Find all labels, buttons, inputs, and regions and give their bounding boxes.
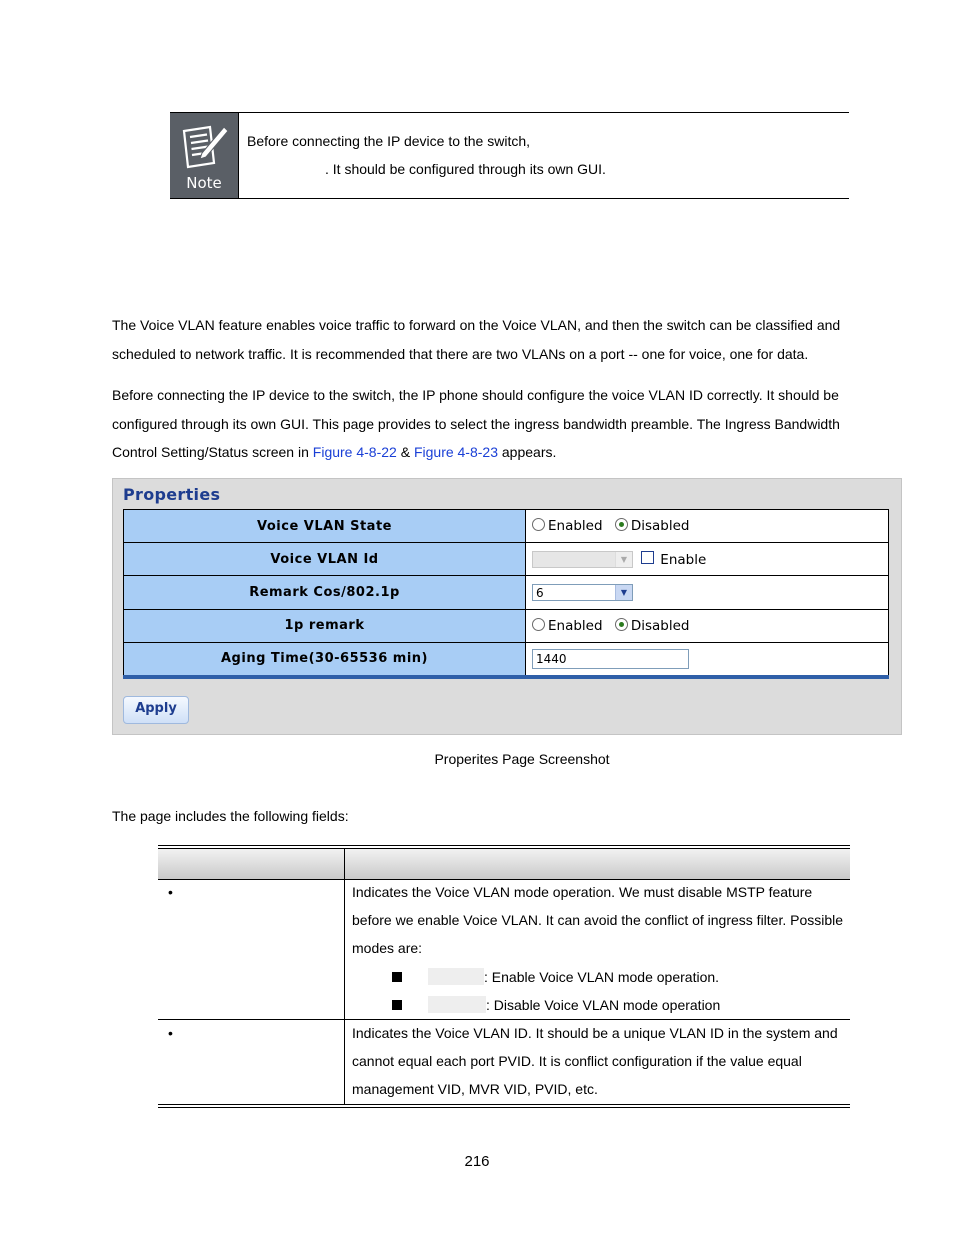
chevron-down-icon: ▼: [615, 585, 632, 600]
value-1p-remark: [526, 609, 889, 642]
note-label: Note: [186, 174, 222, 192]
ampersand: &: [396, 444, 414, 460]
field-1-description: Indicates the Voice VLAN mode operation. We must disable MSTP feature before we enable Voice VLAN. It can avoid the conflict of ingress filter. Possible modes are:: [352, 884, 844, 956]
option-label: Disabled: [630, 518, 690, 535]
note-pencil-icon: [180, 123, 230, 171]
field-1-option-enabled: [392, 968, 719, 985]
fields-table-bottom-rule-2: [158, 1107, 850, 1108]
square-bullet-icon: [392, 972, 402, 982]
properties-table: [123, 509, 889, 679]
value-remark-cos: [526, 576, 889, 609]
option-description: : Enable Voice VLAN mode operation.: [484, 969, 720, 985]
note-icon: [170, 113, 239, 198]
note-line-2: . It should be configured through its own GUI.: [325, 161, 606, 177]
voice-vlan-state-disabled-option[interactable]: [615, 518, 690, 534]
figure-link-2[interactable]: Figure 4-8-23: [413, 444, 498, 460]
fields-table-bottom-rule-1: [158, 1104, 850, 1105]
apply-button[interactable]: Apply: [123, 696, 189, 724]
value-aging-time: [526, 642, 889, 677]
label-aging-time: Aging Time(30-65536 min): [124, 642, 526, 677]
radio-icon[interactable]: [532, 618, 545, 631]
field-1-option-disabled: [392, 996, 720, 1013]
option-description: : Disable Voice VLAN mode operation: [486, 997, 721, 1013]
square-bullet-icon: [392, 1000, 402, 1010]
fields-table-column-divider: [344, 848, 345, 1104]
label-1p-remark: 1p remark: [124, 609, 526, 642]
label-remark-cos: Remark Cos/802.1p: [124, 576, 526, 609]
row-voice-vlan-state: [124, 510, 889, 543]
voice-vlan-state-enabled-option[interactable]: [532, 518, 603, 534]
figure-link-1[interactable]: Figure 4-8-22: [312, 444, 397, 460]
field-2-description: Indicates the Voice VLAN ID. It should be a unique VLAN ID in the system and cannot equal each port PVID. It is conflict configuration if the value equal management VID, MVR VID, PVID, etc.: [352, 1025, 838, 1097]
1p-remark-enabled-option[interactable]: [532, 618, 603, 634]
option-name-placeholder: [428, 968, 484, 985]
note-top-rule: [170, 112, 849, 113]
fields-table-top-rule: [158, 845, 850, 846]
option-label: Disabled: [630, 617, 690, 634]
remark-cos-select[interactable]: [532, 584, 633, 601]
note-bottom-rule: [170, 198, 849, 199]
row-voice-vlan-id: [124, 543, 889, 576]
option-name-placeholder: [428, 996, 486, 1013]
intro-paragraph-2-end: appears.: [498, 444, 557, 460]
figure-caption: Properites Page Screenshot: [434, 751, 610, 767]
radio-selected-icon[interactable]: [615, 618, 628, 631]
fields-table-header: [158, 848, 850, 880]
row-1p-remark: [124, 609, 889, 642]
field-1-bullet: •: [168, 884, 173, 900]
intro-paragraph-2-text: Before connecting the IP device to the switch, the IP phone should configure the voice VLAN ID correctly. It should be configured through its own GUI. This page provides to select the ingress bandwidth preamble. The Ingress Bandwidth Control Setting/Status screen in: [112, 387, 840, 460]
intro-paragraph-2: [112, 381, 852, 467]
option-label: Enabled: [548, 617, 603, 634]
select-value: 6: [536, 585, 544, 600]
note-line-1: Before connecting the IP device to the switch,: [247, 133, 531, 149]
label-voice-vlan-state: Voice VLAN State: [124, 510, 526, 543]
voice-vlan-id-enable-checkbox[interactable]: [641, 551, 654, 564]
label-voice-vlan-id: Voice VLAN Id: [124, 543, 526, 576]
row-aging-time: [124, 642, 889, 677]
page-number: 216: [464, 1153, 490, 1170]
chevron-down-icon: ▼: [615, 552, 632, 567]
value-voice-vlan-state: [526, 510, 889, 543]
properties-panel: [112, 478, 902, 735]
row-remark-cos: [124, 576, 889, 609]
1p-remark-disabled-option[interactable]: [615, 618, 690, 634]
option-label: Enabled: [548, 518, 603, 535]
panel-title: Properties: [123, 485, 221, 504]
value-voice-vlan-id: [526, 543, 889, 576]
voice-vlan-id-select[interactable]: [532, 551, 633, 568]
radio-selected-icon[interactable]: [615, 518, 628, 531]
fields-intro: The page includes the following fields:: [112, 808, 349, 824]
field-2-bullet: •: [168, 1025, 173, 1041]
aging-time-input[interactable]: 1440: [532, 649, 689, 669]
radio-icon[interactable]: [532, 518, 545, 531]
checkbox-label: Enable: [660, 551, 707, 568]
intro-paragraph-1: The Voice VLAN feature enables voice traffic to forward on the Voice VLAN, and then the switch can be classified and scheduled to network traffic. It is recommended that there are two VLANs on a port -- one for voice, one for data.: [112, 317, 841, 362]
